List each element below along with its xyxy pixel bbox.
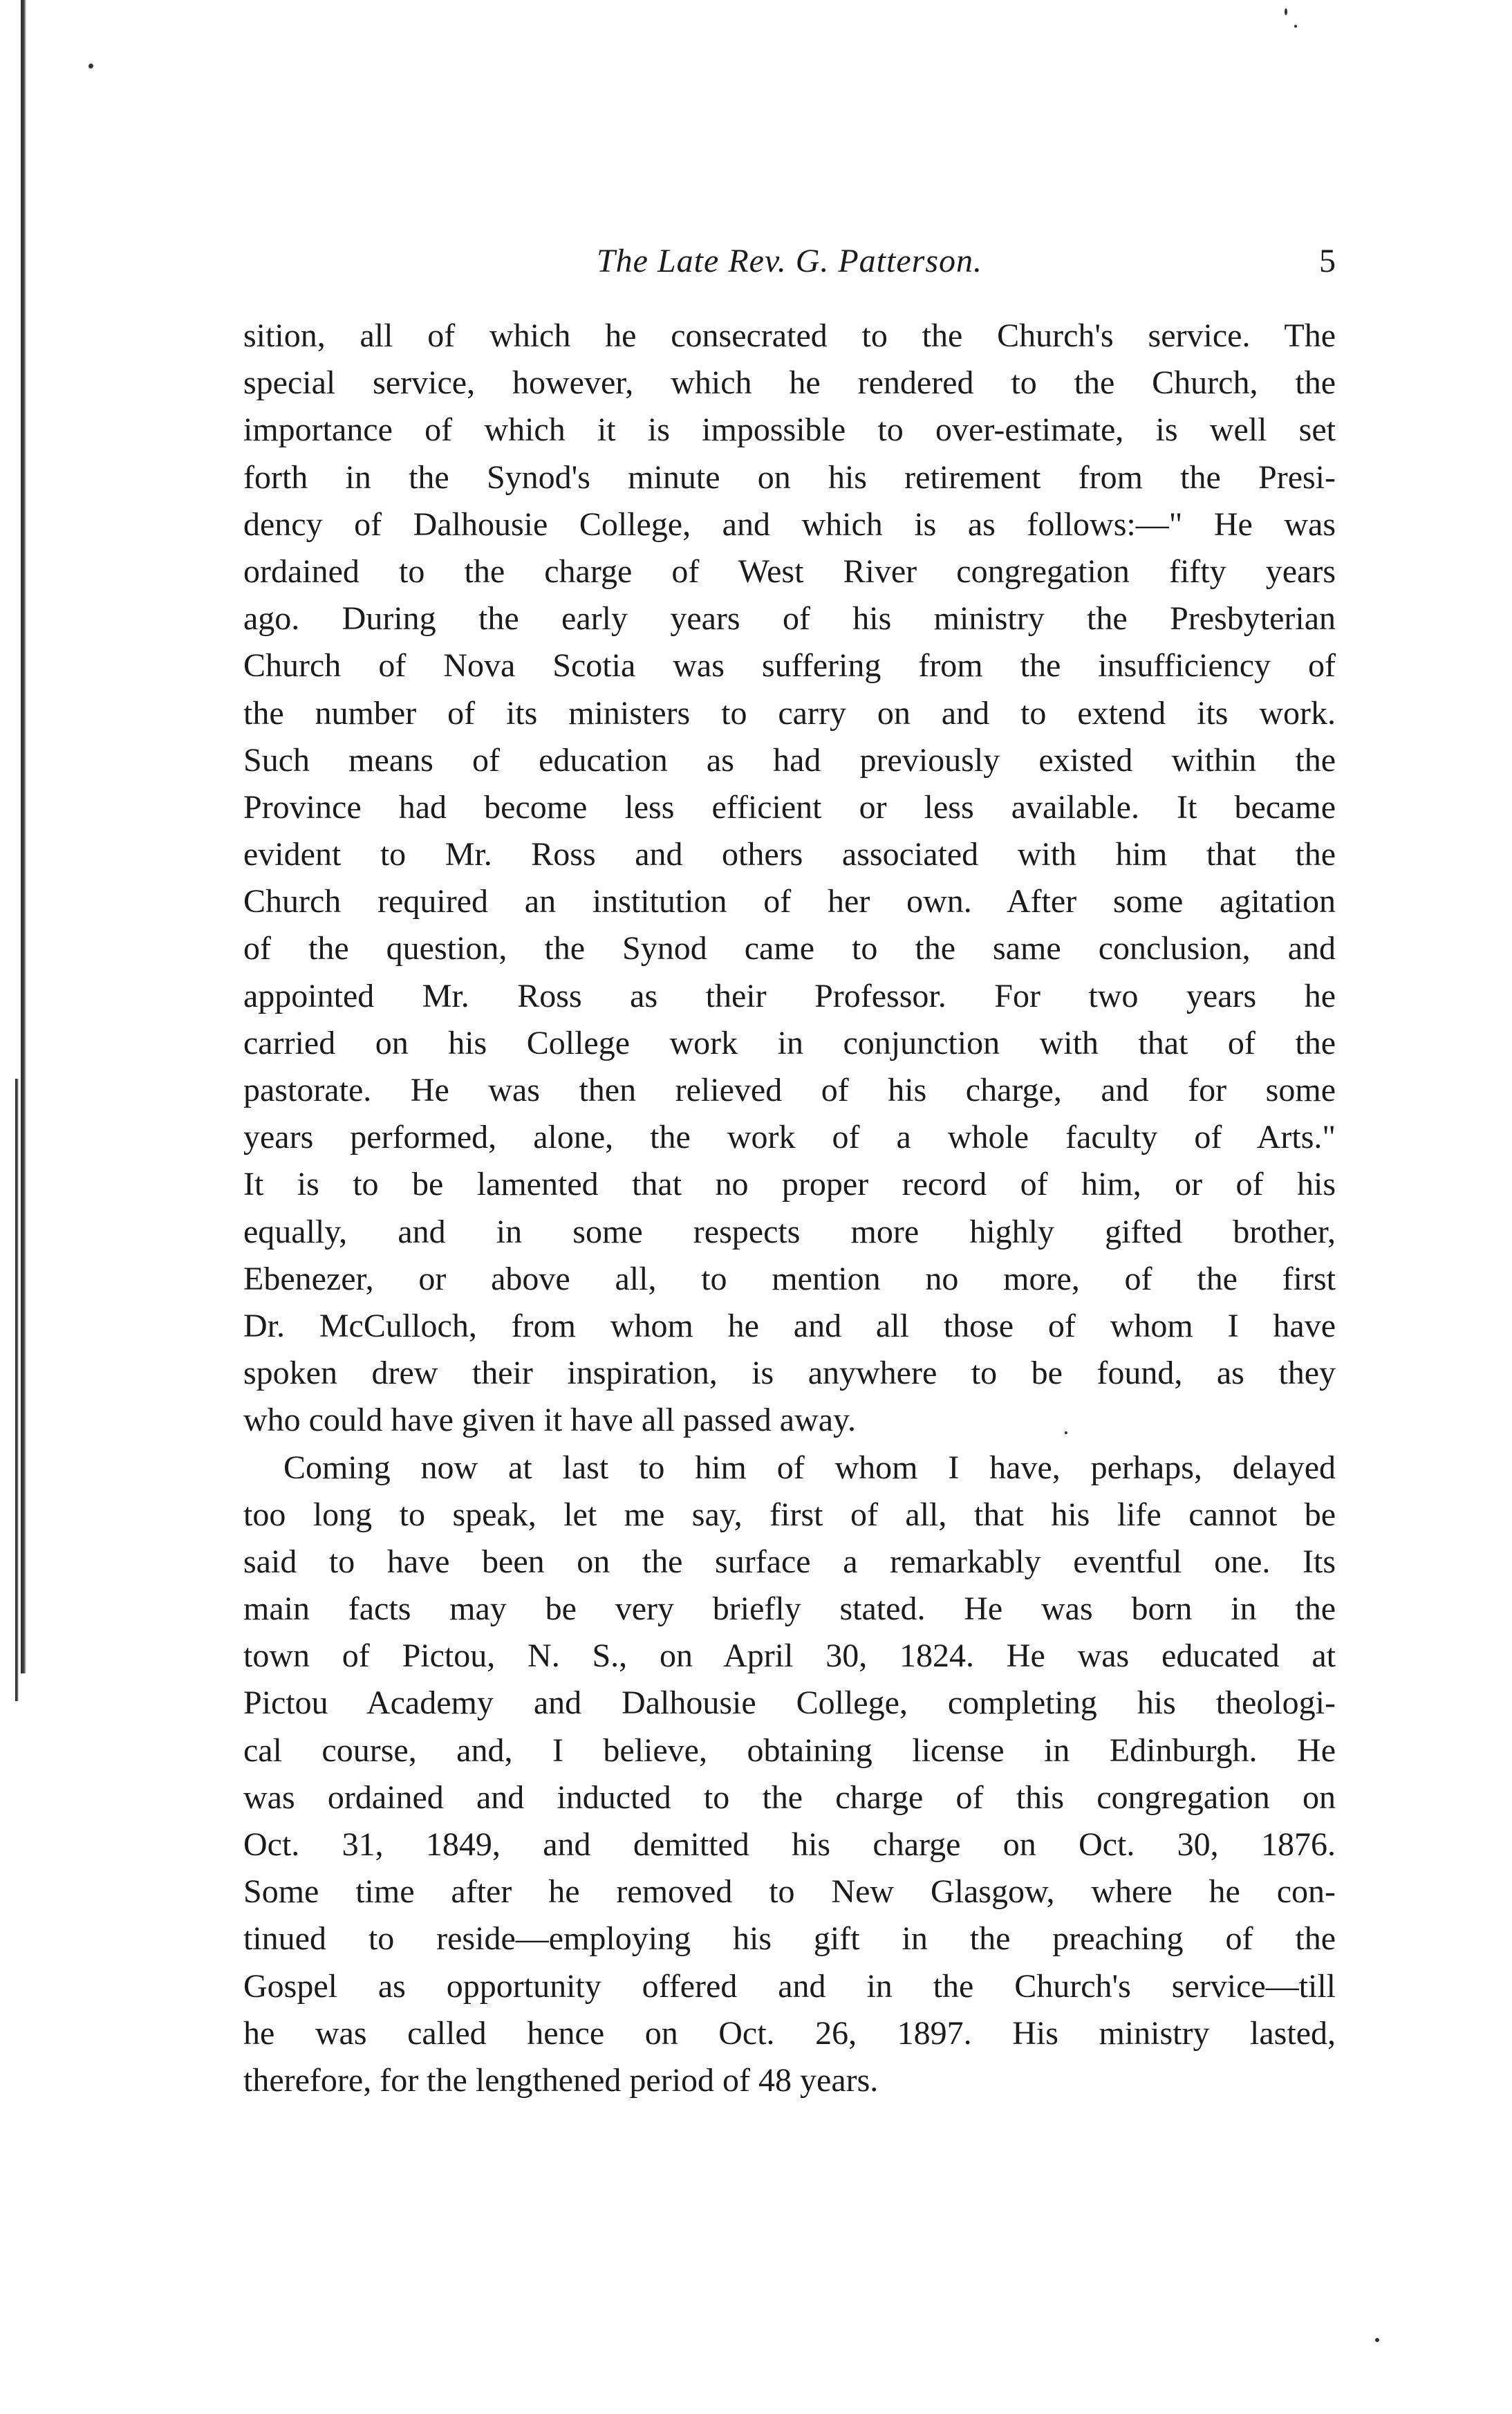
scan-speck [1294,25,1297,28]
text-line: Such means of education as had previously existed within the [243,741,1336,779]
text-line: was ordained and inducted to the charge of this congregation on [243,1779,1336,1816]
text-line: main facts may be very briefly stated. He was born in the [243,1590,1336,1628]
text-line: importance of which it is impossible to over-estimate, is well set [243,411,1336,449]
text-line: carried on his College work in conjunction with that of the [243,1024,1336,1061]
scan-left-edge-lower [15,1079,19,1701]
scan-speck [1285,8,1287,15]
text-line: special service, however, which he rendered to the Church, the [243,364,1336,402]
text-line: ordained to the charge of West River congregation fifty years [243,553,1336,590]
text-line: Church of Nova Scotia was suffering from the insufficiency of [243,647,1336,685]
text-line: Province had become less efficient or less available. It became [243,788,1336,826]
text-line: It is to be lamented that no proper record of him, or of his [243,1166,1336,1203]
scan-speck [88,64,93,68]
text-line: forth in the Synod's minute on his retirement from the Presi- [243,458,1336,496]
text-line: of the question, the Synod came to the same conclusion, and [243,930,1336,967]
text-line: Ebenezer, or above all, to mention no more, of the first [243,1260,1336,1297]
running-head-title: The Late Rev. G. Patterson. [596,243,983,279]
text-line: he was called hence on Oct. 26, 1897. His ministry lasted, [243,2014,1336,2052]
paragraph [243,1445,1336,2105]
text-line: years performed, alone, the work of a whole faculty of Arts." [243,1119,1336,1156]
text-line: tinued to reside—employing his gift in the preaching of the [243,1920,1336,1958]
text-line: Dr. McCulloch, from whom he and all those of whom I have [243,1307,1336,1344]
text-line: dency of Dalhousie College, and which is as follows:—" He was [243,505,1336,543]
text-line: pastorate. He was then relieved of his charge, and for some [243,1072,1336,1108]
text-line: Coming now at last to him of whom I have, perhaps, delayed [283,1449,1336,1486]
body-text [243,313,1336,2104]
text-line: evident to Mr. Ross and others associated with him that the [243,836,1336,873]
text-line: spoken drew their inspiration, is anywhere to be found, as they [243,1355,1336,1392]
text-line: who could have given it have all passed away. [243,1402,856,1439]
text-line: too long to speak, let me say, first of all, that his life cannot be [243,1496,1336,1533]
text-line: said to have been on the surface a remarkably eventful one. Its [243,1543,1336,1580]
text-line: appointed Mr. Ross as their Professor. For two years he [243,977,1336,1014]
paragraph [243,313,1336,1445]
text-line: sition, all of which he consecrated to the Church's service. The [243,317,1336,354]
book-page [243,242,1336,2104]
text-line: Pictou Academy and Dalhousie College, completing his theologi- [243,1684,1336,1722]
text-line: town of Pictou, N. S., on April 30, 1824. He was educated at [243,1637,1336,1675]
text-line: equally, and in some respects more highly gifted brother, [243,1213,1336,1250]
text-line: cal course, and, I believe, obtaining license in Edinburgh. He [243,1731,1336,1769]
scan-speck [1375,2338,1379,2342]
text-line: Church required an institution of her own. After some agitation [243,883,1336,920]
text-line: Some time after he removed to New Glasgow, where he con- [243,1873,1336,1911]
text-line: the number of its ministers to carry on and to extend its work. [243,694,1336,732]
scan-left-edge [21,0,26,1673]
page-number: 5 [1319,243,1336,279]
text-line: Gospel as opportunity offered and in the Church's service—till [243,1967,1336,2005]
running-head [243,242,1336,304]
text-line: Oct. 31, 1849, and demitted his charge on Oct. 30, 1876. [243,1826,1336,1863]
text-line: therefore, for the lengthened period of 48 years. [243,2061,879,2099]
text-line: ago. During the early years of his ministry the Presbyterian [243,600,1336,638]
